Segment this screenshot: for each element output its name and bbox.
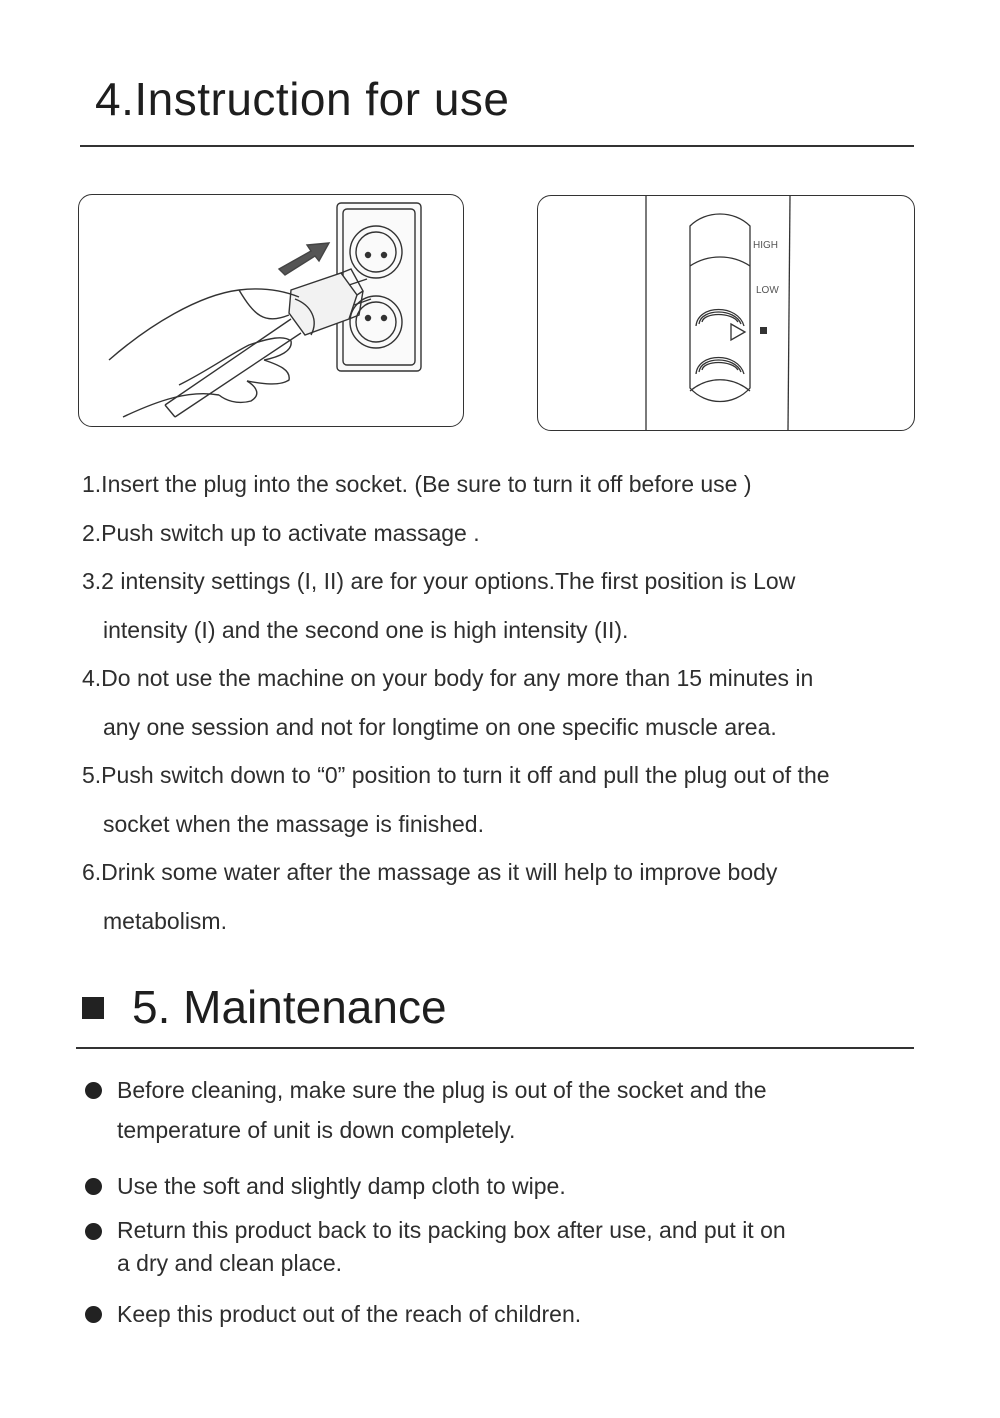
- high-label: HIGH: [753, 240, 778, 251]
- switch-illustration-panel: [537, 195, 915, 431]
- instruction-step: 5.Push switch down to “0” position to turn it off and pull the plug out of the socket when the massage is finished.: [82, 762, 830, 837]
- instruction-steps: [82, 460, 942, 945]
- instruction-step: 4.Do not use the machine on your body for any more than 15 minutes in any one session and not for longtime on one specific muscle area.: [82, 665, 814, 740]
- bullet-dot-icon: [85, 1306, 102, 1323]
- maintenance-item: Before cleaning, make sure the plug is out of the socket and the temperature of unit is down completely.: [82, 1070, 942, 1150]
- maintenance-item: Keep this product out of the reach of children.: [82, 1294, 942, 1334]
- square-bullet-icon: [82, 997, 104, 1019]
- instruction-step: 6.Drink some water after the massage as it will help to improve body metabolism.: [82, 859, 778, 934]
- instruction-step: 2.Push switch up to activate massage .: [82, 519, 480, 546]
- maintenance-item: Use the soft and slightly damp cloth to wipe.: [82, 1166, 942, 1206]
- plug-illustration-panel: [78, 194, 464, 427]
- maintenance-divider: [76, 1047, 914, 1049]
- instruction-step: 3.2 intensity settings (I, II) are for your options.The first position is Low intensity (I) and the second one is high intensity (II).: [82, 568, 796, 643]
- section-title-maintenance: 5. Maintenance: [132, 981, 447, 1033]
- massager-switch-illustration: [538, 196, 914, 430]
- bullet-dot-icon: [85, 1223, 102, 1240]
- maintenance-list: [82, 1070, 942, 1334]
- title-divider: [80, 145, 914, 147]
- instruction-step: 1.Insert the plug into the socket. (Be sure to turn it off before use ): [82, 471, 752, 497]
- bullet-dot-icon: [85, 1178, 102, 1195]
- maintenance-item: Return this product back to its packing box after use, and put it on a dry and clean place.: [82, 1214, 942, 1280]
- bullet-dot-icon: [85, 1082, 102, 1099]
- section-title-instruction: 4.Instruction for use: [95, 73, 510, 125]
- low-label: LOW: [756, 285, 779, 296]
- plug-into-socket-illustration: [79, 195, 463, 426]
